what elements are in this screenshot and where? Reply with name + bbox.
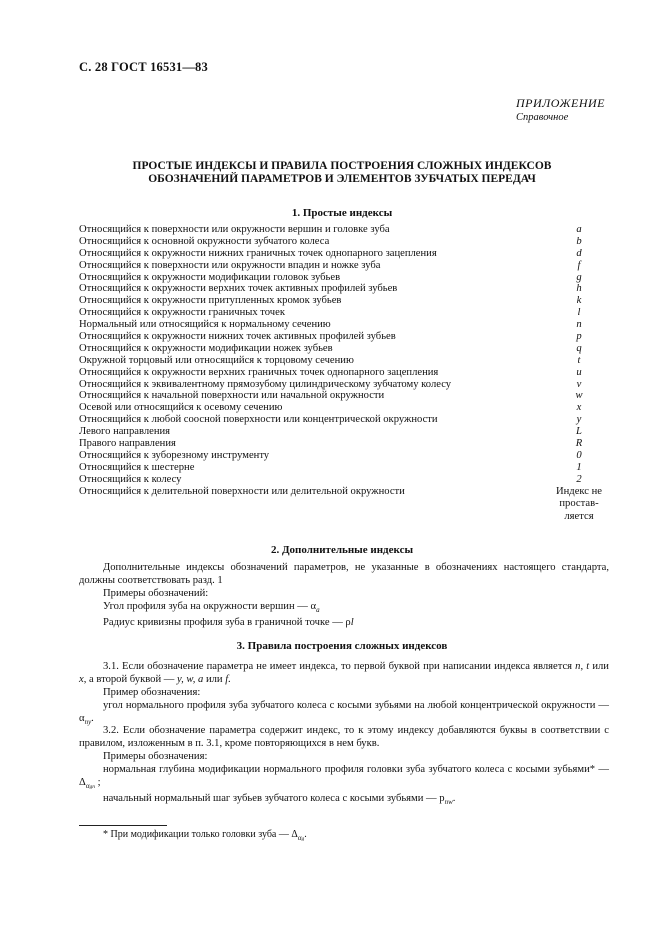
section3-example-31: угол нормального профиля зуба зубчатого колеса с косыми зубьями на любой концентрической окружности — $\alpha_{ny}$. [79, 700, 609, 727]
index-symbol-line: ляется [564, 510, 594, 522]
index-row [79, 343, 609, 355]
title-line-1: ПРОСТЫЕ ИНДЕКСЫ И ПРАВИЛА ПОСТРОЕНИЯ СЛОЖНЫХ ИНДЕКСОВ [132, 160, 552, 172]
index-row [79, 450, 609, 462]
index-symbol: y [576, 414, 582, 426]
index-row [79, 272, 609, 284]
title-line-2: ОБОЗНАЧЕНИЙ ПАРАМЕТРОВ И ЭЛЕМЕНТОВ ЗУБЧАТЫХ ПЕРЕДАЧ [148, 173, 536, 185]
index-symbol: b [576, 235, 582, 247]
section2-example-1: Угол профиля зуба на окружности вершин — $\alpha_a$ [103, 601, 320, 615]
index-description: Относящийся к делительной поверхности или делительной окружности [79, 485, 405, 497]
index-description: Окружной торцовый или относящийся к торцовому сечению [79, 354, 354, 366]
index-symbol: x [576, 402, 582, 414]
index-description: Относящийся к любой соосной поверхности или концентрической окружности [79, 414, 438, 426]
appendix-title: ПРИЛОЖЕНИЕ [516, 96, 605, 110]
index-symbol: k [576, 295, 582, 307]
index-row [79, 474, 609, 486]
index-description: Относящийся к начальной поверхности или начальной окружности [79, 390, 385, 402]
section3-2-paragraph: 3.2. Если обозначение параметра содержит индекс, то к этому индексу добавляются буквы в соответствии с правилом, изложенным в п. 3.1, кроме повторяющихся в нем букв. [79, 725, 609, 749]
index-symbol: a [576, 224, 582, 235]
index-row [79, 367, 609, 379]
index-description: Относящийся к окружности нижних точек активных профилей зубьев [79, 331, 396, 343]
index-symbol: 2 [576, 473, 582, 485]
index-symbol: 0 [576, 449, 582, 461]
index-symbol [549, 486, 609, 524]
section3-title: 3. Правила построения сложных индексов [236, 640, 448, 652]
index-row [79, 462, 609, 474]
index-symbol: f [577, 259, 581, 271]
index-description: Относящийся к окружности модификации головок зубьев [79, 271, 341, 283]
section3-example-32a: нормальная глубина модификации нормального профиля головки зуба зубчатого колеса с косыми зубьями* — $\Delta_{\alpha gn}$ ; [79, 764, 609, 791]
index-symbol: w [575, 390, 583, 402]
index-description: Относящийся к окружности модификации ножек зубьев [79, 342, 333, 354]
index-row [79, 402, 609, 414]
index-row [79, 438, 609, 450]
index-row [79, 355, 609, 367]
index-row [79, 260, 609, 272]
index-description: Относящийся к колесу [79, 473, 182, 485]
index-description: Левого направления [79, 426, 171, 438]
index-symbol: l [577, 307, 581, 319]
section3-1-paragraph: 3.1. Если обозначение параметра не имеет индекса, то первой буквой при написании индекса является n, t или x, а второй буквой — y, w, a или f. [79, 661, 609, 685]
index-description: Осевой или относящийся к осевому сечению [79, 402, 283, 414]
index-symbol: h [576, 283, 582, 295]
index-description: Относящийся к окружности верхних граничных точек однопарного зацепления [79, 366, 439, 378]
index-row [79, 390, 609, 402]
index-symbol: u [576, 366, 582, 378]
index-description: Относящийся к основной окружности зубчатого колеса [79, 235, 330, 247]
index-row [79, 236, 609, 248]
index-symbol-line: Индекс не [555, 485, 603, 497]
index-symbol-line: простав- [559, 498, 599, 510]
index-description: Относящийся к окружности притупленных кромок зубьев [79, 295, 342, 307]
index-row [79, 224, 609, 236]
section3-example-label: Пример обозначения: [103, 687, 201, 698]
index-symbol: g [576, 271, 582, 283]
section2-paragraph: Дополнительные индексы обозначений параметров, не указанные в обозначениях настоящего стандарта, должны соответствовать разд. 1 [79, 562, 609, 586]
footnote-rule [79, 825, 167, 826]
appendix-type: Справочное [516, 112, 569, 123]
simple-index-list [79, 224, 609, 523]
section3-example-32b: начальный нормальный шаг зубьев зубчатого колеса с косыми зубьями — $p_{nw}$. [103, 793, 456, 807]
index-row [79, 486, 609, 524]
index-row [79, 414, 609, 426]
index-symbol: 1 [576, 461, 582, 473]
index-description: Правого направления [79, 438, 176, 450]
section3-examples-label: Примеры обозначения: [103, 751, 208, 762]
index-row [79, 426, 609, 438]
index-description: Относящийся к зуборезному инструменту [79, 449, 270, 461]
appendix-label [516, 96, 605, 123]
page-header: С. 28 ГОСТ 16531—83 [79, 60, 208, 74]
index-row [79, 319, 609, 331]
index-symbol: d [576, 247, 582, 259]
section2-title: 2. Дополнительные индексы [270, 544, 414, 556]
index-row [79, 307, 609, 319]
index-symbol: q [576, 342, 582, 354]
index-description: Относящийся к поверхности или окружности вершин и головке зуба [79, 224, 390, 235]
document-title [79, 160, 605, 186]
index-description: Нормальный или относящийся к нормальному сечению [79, 319, 331, 331]
index-symbol: n [576, 319, 582, 331]
index-symbol: t [577, 354, 581, 366]
section1-title: 1. Простые индексы [291, 207, 393, 219]
index-row [79, 295, 609, 307]
index-symbol: R [575, 438, 583, 450]
index-description: Относящийся к поверхности или окружности впадин и ножке зуба [79, 259, 381, 271]
section2-example-2: Радиус кривизны профиля зуба в граничной точке — ρl [103, 617, 354, 628]
index-symbol: L [576, 426, 582, 438]
footnote: * При модификации только головки зуба — $\Delta_{\alpha g}$. [103, 829, 307, 842]
index-description: Относящийся к окружности верхних точек активных профилей зубьев [79, 283, 398, 295]
index-row [79, 248, 609, 260]
index-description: Относящийся к окружности нижних граничных точек однопарного зацепления [79, 247, 437, 259]
index-row [79, 379, 609, 391]
index-symbol: v [576, 378, 582, 390]
index-description: Относящийся к эквивалентному прямозубому цилиндрическому зубчатому колесу [79, 378, 452, 390]
index-description: Относящийся к окружности граничных точек [79, 307, 285, 319]
index-row [79, 283, 609, 295]
section2-examples-label: Примеры обозначений: [103, 588, 209, 599]
index-description: Относящийся к шестерне [79, 461, 195, 473]
index-symbol: p [576, 331, 582, 343]
index-row [79, 331, 609, 343]
